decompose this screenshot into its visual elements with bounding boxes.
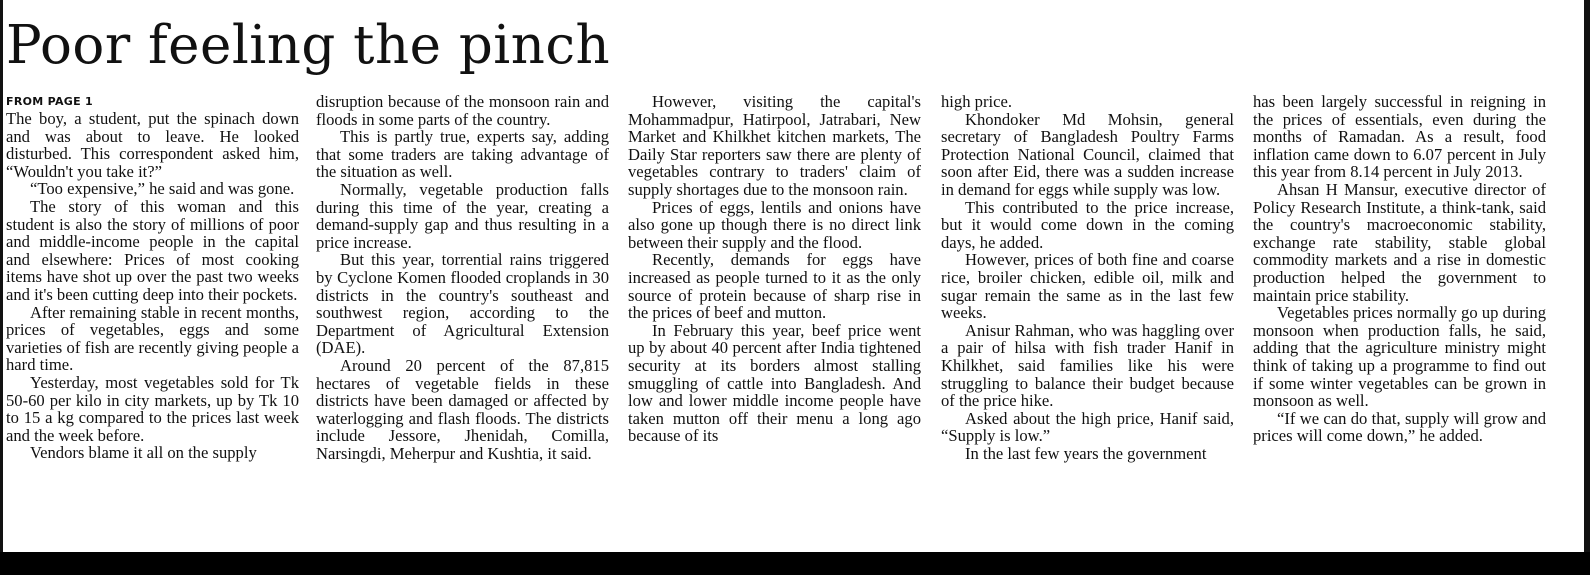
right-edge-strip — [1570, 0, 1584, 552]
paragraph: This is partly true, experts say, adding that some traders are taking advantage of the situation as well. — [316, 127, 609, 182]
paragraph: disruption because of the monsoon rain and floods in some parts of the country. — [316, 93, 609, 129]
paragraph: Around 20 percent of the 87,815 hectares of vegetable fields in these districts have been damaged or affected by waterlogging and flash floods. The districts include Jessore, Jhenidah, Comilla, Narsingdi, Meherpur and Kushtia, it said. — [316, 355, 609, 463]
article-column-3 — [628, 93, 921, 553]
from-page-label: FROM PAGE 1 — [6, 95, 94, 108]
paragraph: Anisur Rahman, who was haggling over a pair of hilsa with fish trader Hanif in Khilkhet, said families like his were struggling to balance their budget because of the price hike. — [941, 320, 1234, 411]
article-column-5 — [1253, 93, 1546, 553]
paragraph: The story of this woman and this student is also the story of millions of poor and middle-income people in the capital and elsewhere: Prices of most cooking items have shot up over the past two weeks and it's been cutting deep into their pockets. — [6, 196, 299, 304]
paragraph: Vendors blame it all on the supply — [30, 443, 257, 463]
article-column-1 — [6, 93, 299, 553]
paragraph: The boy, a student, put the spinach down and was about to leave. He looked disturbed. This correspondent asked him, “Wouldn't you take it?” — [6, 109, 299, 181]
paragraph: But this year, torrential rains triggered by Cyclone Komen flooded croplands in 30 districts in the country's southeast and southwest region, according to the Department of Agricultural Extension (DAE). — [316, 250, 609, 358]
paragraph: “If we can do that, supply will grow and prices will come down,” he added. — [1253, 408, 1546, 446]
paragraph: high price. — [941, 93, 1012, 111]
paragraph: In February this year, beef price went up by about 40 percent after India tightened security at its borders almost stalling smuggling of cattle into Bangladesh. And low and lower middle income people have taken mutton off their menu a long ago because of its — [628, 320, 921, 446]
paragraph: Ahsan H Mansur, executive director of Policy Research Institute, a think-tank, said the country's macroeconomic stability, exchange rate stability, stable global commodity markets and a rise in domestic production helped the government to maintain price stability. — [1253, 179, 1546, 305]
paragraph: Khondoker Md Mohsin, general secretary of Bangladesh Poultry Farms Protection National Council, claimed that soon after Eid, there was a sudden increase in demand for eggs while supply was low. — [941, 109, 1234, 199]
paragraph: This contributed to the price increase, but it would come down in the coming days, he added. — [941, 197, 1234, 252]
paragraph: Vegetables prices normally go up during monsoon when production falls, he said, adding that the agriculture ministry might think of taking up a programme to find out if some winter vegetables can be grown in monsoon as well. — [1253, 303, 1546, 411]
paragraph: Recently, demands for eggs have increased as people turned to it as the only source of protein because of sharp rise in the prices of beef and mutton. — [628, 250, 921, 323]
article-column-4 — [941, 93, 1234, 553]
paragraph: However, prices of both fine and coarse rice, broiler chicken, edible oil, milk and sugar remain the same as in the last few weeks. — [941, 250, 1234, 323]
paragraph: Asked about the high price, Hanif said, “Supply is low.” — [941, 408, 1234, 446]
paragraph: Normally, vegetable production falls during this time of the year, creating a demand-supply gap and thus resulting in a price increase. — [316, 179, 609, 252]
paragraph: In the last few years the government — [965, 443, 1207, 463]
article-body — [6, 93, 1566, 553]
paragraph: However, visiting the capital's Mohammadpur, Hatirpool, Jatrabari, New Market and Khilkhet kitchen markets, The Daily Star reporters saw there are plenty of vegetables contrary to traders' claim of supply shortages due to the monsoon rain. — [628, 93, 921, 199]
article-column-2 — [316, 93, 609, 553]
headline: Poor feeling the pinch — [6, 15, 611, 76]
page-border-right — [1584, 0, 1590, 552]
bottom-black-bar — [0, 552, 1590, 575]
paragraph: has been largely successful in reigning in the prices of essentials, even during the months of Ramadan. As a result, food inflation came down to 6.07 percent in July this year from 8.14 percent in July 2013. — [1253, 93, 1546, 182]
paragraph: Yesterday, most vegetables sold for Tk 50-60 per kilo in city markets, up by Tk 10 to 15 a kg compared to the prices last week and the week before. — [6, 372, 299, 445]
paragraph: Prices of eggs, lentils and onions have also gone up though there is no direct link between their supply and the flood. — [628, 197, 921, 252]
page-border-left — [0, 0, 3, 552]
paragraph: “Too expensive,” he said and was gone. — [30, 179, 295, 199]
paragraph: After remaining stable in recent months, prices of vegetables, eggs and some varieties of fish are recently giving people a hard time. — [6, 302, 299, 375]
